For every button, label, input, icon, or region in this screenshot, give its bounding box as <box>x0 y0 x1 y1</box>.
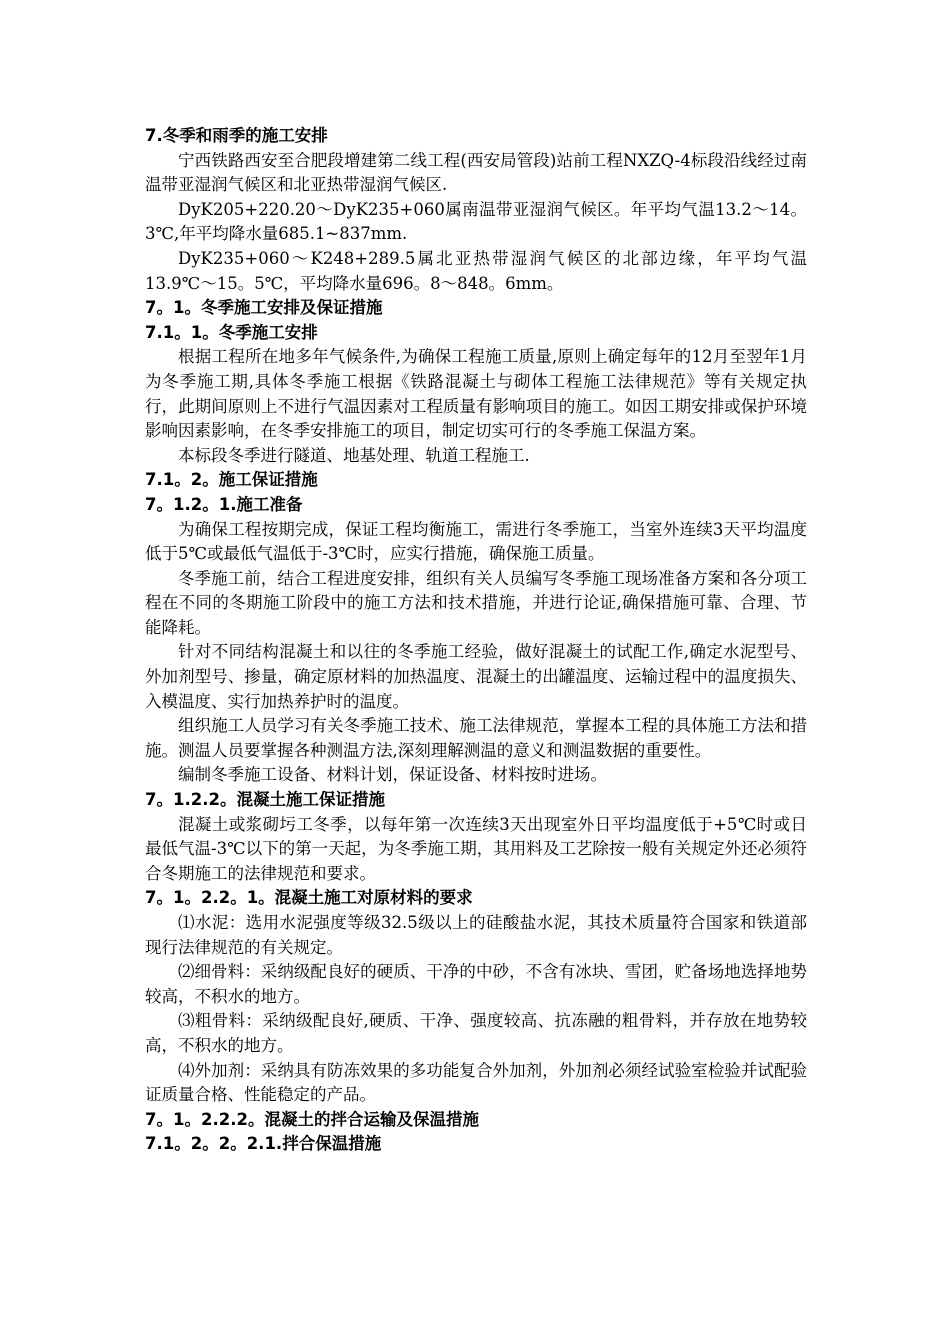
section-heading-7-1-2-1: 7。1.2。1.施工准备 <box>145 494 303 514</box>
section-heading-7-1-2-2-2-1: 7.1。2。2。2.1.拌合保温措施 <box>145 1134 382 1154</box>
paragraph-winter-scope: 本标段冬季进行隧道、地基处理、轨道工程施工. <box>178 445 530 465</box>
section-heading-7-1-2-2-1: 7。1。2.2。1。混凝土施工对原材料的要求 <box>145 888 473 908</box>
paragraph-cement: ⑴水泥：选用水泥强度等级32.5级以上的硅酸盐水泥，其技术质量符合国家和铁道部现行法律规范的有关规定。 <box>145 913 807 957</box>
paragraph-fine-aggregate: ⑵细骨料：采纳级配良好的硬质、干净的中砂，不含有冰块、雪团，贮备场地选择地势较高，不积水的地方。 <box>145 962 807 1006</box>
section-heading-7-1-2-2-2: 7。1。2.2.2。混凝土的拌合运输及保温措施 <box>145 1109 479 1129</box>
section-heading-7: 7.冬季和雨季的施工安排 <box>145 126 328 145</box>
paragraph-equipment-plan: 编制冬季施工设备、材料计划，保证设备、材料按时进场。 <box>178 765 607 785</box>
paragraph-training: 组织施工人员学习有关冬季施工技术、施工法律规范，掌握本工程的具体施工方法和措施。测温人员要掌握各种测温方法,深刻理解测温的意义和测温数据的重要性。 <box>145 716 807 760</box>
paragraph-trial-mix: 针对不同结构混凝土和以往的冬季施工经验，做好混凝土的试配工作,确定水泥型号、外加剂型号、掺量，确定原材料的加热温度、混凝土的出罐温度、运输过程中的温度损失、入模温度、实行加热养护时的温度。 <box>145 642 807 711</box>
paragraph-south-temperate-zone: DyK205+220.20～DyK235+060属南温带亚湿润气候区。年平均气温13.2～14。3℃,年平均降水量685.1~837mm. <box>145 199 807 244</box>
paragraph-winter-schedule: 根据工程所在地多年气候条件,为确保工程施工质量,原则上确定每年的12月至翌年1月为冬季施工期,具体冬季施工根据《铁路混凝土与砌体工程施工法律规范》等有关规定执行，此期间原则上不进行气温因素对工程质量有影响项目的施工。如因工期安排或保护环境影响因素影响，在冬季安排施工的项目，制定切实可行的冬季施工保温方案。 <box>145 347 807 441</box>
section-heading-7-1-2: 7.1。2。施工保证措施 <box>145 470 318 490</box>
paragraph-coarse-aggregate: ⑶粗骨料：采纳级配良好,硬质、干净、强度较高、抗冻融的粗骨料，并存放在地势较高，不积水的地方。 <box>145 1011 807 1055</box>
paragraph-temperature-threshold: 为确保工程按期完成，保证工程均衡施工，需进行冬季施工，当室外连续3天平均温度低于5℃或最低气温低于-3℃时，应实行措施，确保施工质量。 <box>145 519 807 564</box>
section-heading-7-1-1: 7.1。1。冬季施工安排 <box>145 322 318 342</box>
paragraph-admixture: ⑷外加剂：采纳具有防冻效果的多功能复合外加剂，外加剂必须经试验室检验并试配验证质量合格、性能稳定的产品。 <box>145 1060 807 1105</box>
paragraph-route-climate: 宁西铁路西安至合肥段增建第二线工程(西安局管段)站前工程NXZQ-4标段沿线经过南温带亚湿润气候区和北亚热带湿润气候区. <box>145 150 807 195</box>
paragraph-concrete-winter-period: 混凝土或浆砌圬工冬季，以每年第一次连续3天出现室外日平均温度低于+5℃时或日最低气温-3℃以下的第一天起，为冬季施工期，其用料及工艺除按一般有关规定外还必须符合冬期施工的法律规范和要求。 <box>145 814 807 883</box>
section-heading-7-1: 7。1。冬季施工安排及保证措施 <box>145 298 383 318</box>
paragraph-preparation-plan: 冬季施工前，结合工程进度安排，组织有关人员编写冬季施工现场准备方案和各分项工程在不同的冬期施工阶段中的施工方法和技术措施，并进行论证,确保措施可靠、合理、节能降耗。 <box>145 568 807 637</box>
section-heading-7-1-2-2: 7。1.2.2。混凝土施工保证措施 <box>145 790 385 810</box>
document-page <box>145 124 807 1157</box>
paragraph-north-subtropical-zone: DyK235+060～K248+289.5属北亚热带湿润气候区的北部边缘，年平均气温13.9℃～15。5℃，平均降水量696。8～848。6mm。 <box>145 248 807 293</box>
